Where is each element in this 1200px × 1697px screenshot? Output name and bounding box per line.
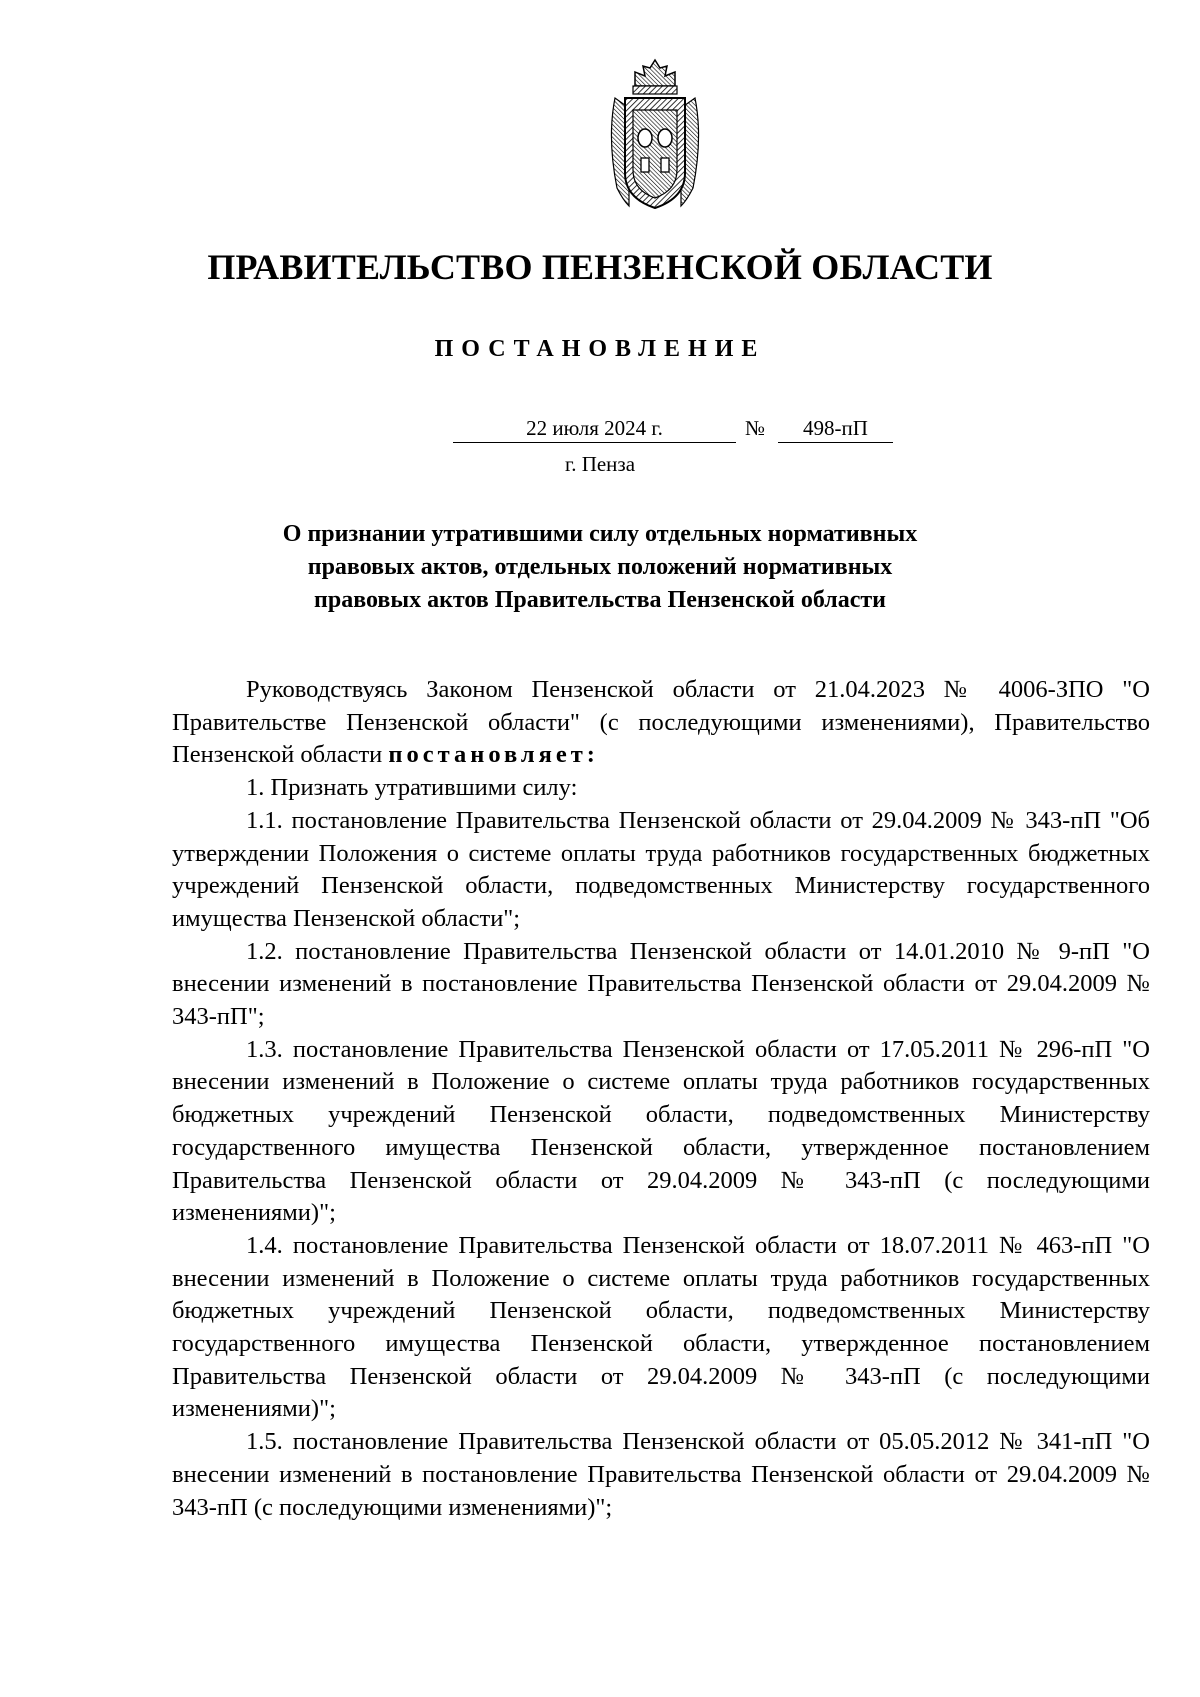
document-subject xyxy=(0,518,1200,617)
document-number: 498-пП xyxy=(778,414,893,443)
item-1-3: 1.3. постановление Правительства Пензенской области от 17.05.2011 № 296-пП "О внесении изменений в Положение о системе оплаты труда работников государственных бюджетных учреждений Пензенской области, подведомственных Министерству государственного имущества Пензенской области, утвержденное постановлением Правительства Пензенской области от 29.04.2009 № 343-пП (с последующими изменениями)"; xyxy=(172,1035,1150,1227)
item-1-5: 1.5. постановление Правительства Пензенской области от 05.05.2012 № 341-пП "О внесении изменений в постановление Правительства Пензенской области от 29.04.2009 № 343-пП (с последующими изменениями)"; xyxy=(172,1428,1150,1521)
document-body xyxy=(172,674,1150,1524)
item-1-1: 1.1. постановление Правительства Пензенской области от 29.04.2009 № 343-пП "Об утверждении Положения о системе оплаты труда работников государственных бюджетных учреждений Пензенской области, подведомственных Министерству государственного имущества Пензенской области"; xyxy=(172,806,1150,932)
subject-line: правовых актов, отдельных положений нормативных xyxy=(307,554,893,580)
item-1-2: 1.2. постановление Правительства Пензенской области от 14.01.2010 № 9-пП "О внесении изменений в постановление Правительства Пензенской области от 29.04.2009 № 343-пП"; xyxy=(172,937,1150,1031)
subject-line: О признании утратившими силу отдельных нормативных xyxy=(282,521,918,547)
subject-line: правовых актов Правительства Пензенской области xyxy=(314,587,886,613)
item-1: 1. Признать утратившими силу: xyxy=(246,774,578,802)
number-sign: № xyxy=(745,416,766,440)
preamble-paragraph xyxy=(172,674,1150,772)
document-type: ПОСТАНОВЛЕНИЕ xyxy=(434,336,766,362)
item-1-4: 1.4. постановление Правительства Пензенской области от 18.07.2011 № 463-пП "О внесении изменений в Положение о системе оплаты труда работников государственных бюджетных учреждений Пензенской области, подведомственных Министерству государственного имущества Пензенской области, утвержденное постановлением Правительства Пензенской области от 29.04.2009 № 343-пП (с последующими изменениями)"; xyxy=(172,1231,1150,1423)
document-city: г. Пенза xyxy=(564,452,636,476)
date-number-line xyxy=(0,410,1200,446)
coat-of-arms-icon xyxy=(605,58,705,212)
preamble-text: Руководствуясь Законом Пензенской области от 21.04.2023 № 4006-ЗПО "О Правительстве Пензенской области" (с последующими изменениями), Правительство Пензенской области xyxy=(172,676,1150,769)
resolves-word: постановляет: xyxy=(388,741,599,769)
document-date: 22 июля 2024 г. xyxy=(453,414,736,443)
government-title: ПРАВИТЕЛЬСТВО ПЕНЗЕНСКОЙ ОБЛАСТИ xyxy=(207,247,993,287)
